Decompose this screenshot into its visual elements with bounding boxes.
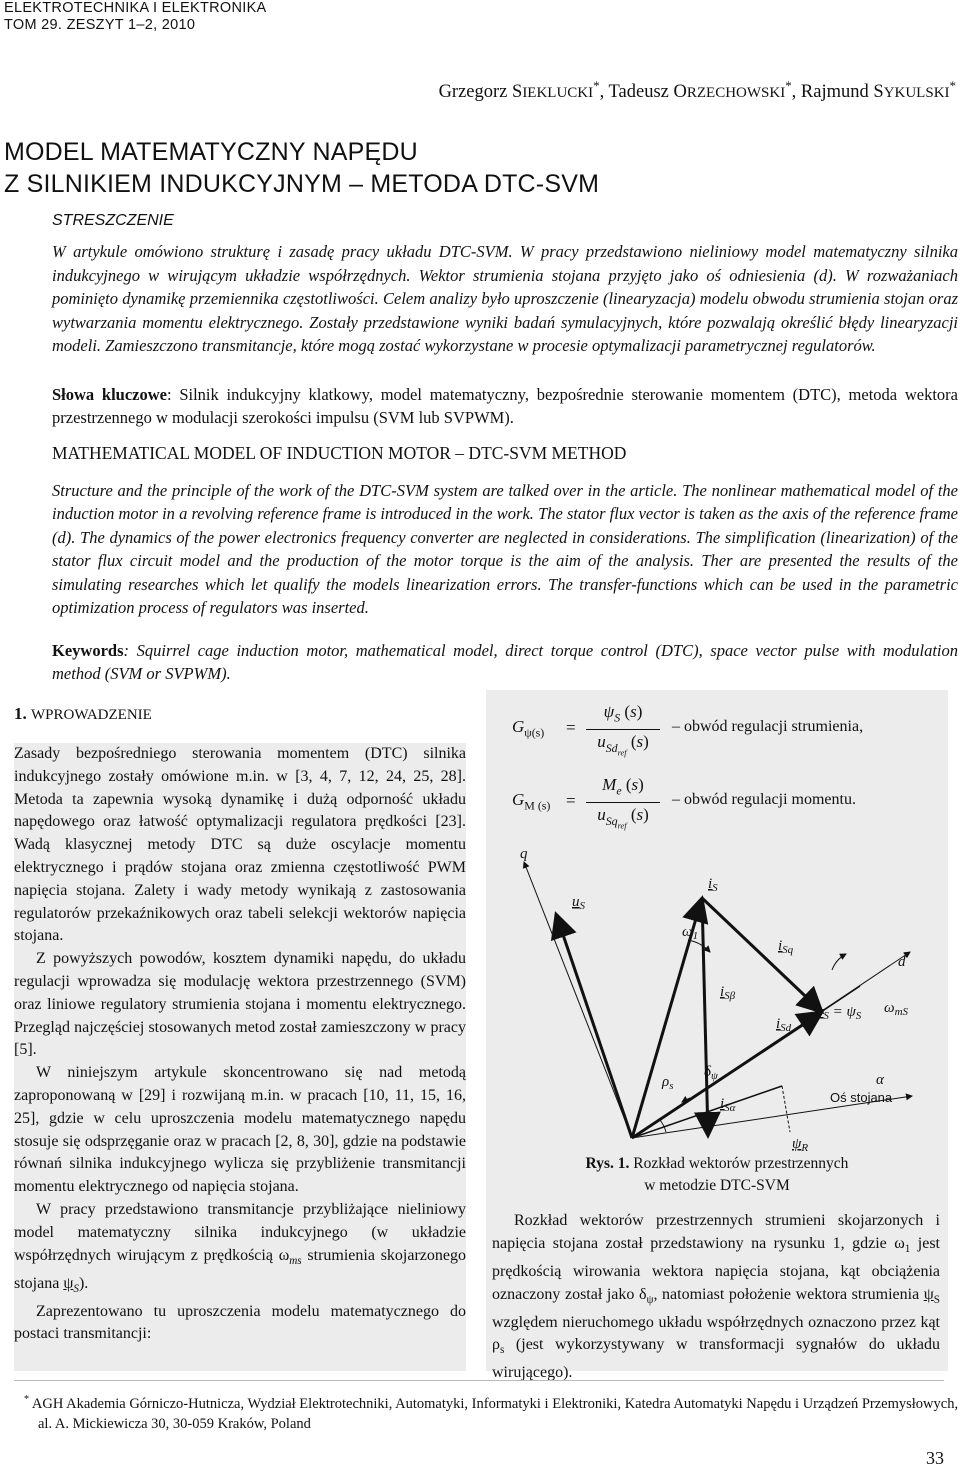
label-q: q	[520, 846, 528, 862]
formula-torque: $G_{M (s)}$ = $M_e$ (s) $u_{Sq_{ref}}$ (s) – obwód regulacji momentu.	[508, 773, 948, 841]
author-1: Grzegorz SIEKLUCKI*	[438, 78, 600, 103]
intro-paragraph-4: W pracy przedstawiono transmitancje przybliżające nieliniowy model matematyczny silnika indukcyjnego (w układzie współrzędnych wirującym z prędkością $\omega_{ms}$ strumienia skojarzonego stojana $\psi_S$).	[14, 1200, 466, 1295]
section-heading: 1. WPROWADZENIE	[14, 704, 152, 723]
label-is: $i_S$	[708, 876, 718, 894]
label-us: $u_S$	[572, 894, 585, 912]
right-paragraph: Rozkład wektorów przestrzennych strumieni skojarzonych i napięcia stojana został przedstawiony na rysunku 1, gdzie $\omega_1$ jest prędkością wirowania wektora napięcia stojana, kąt obciążenia oznaczony został jako $\delta_\psi$, natomiast położenie wektora strumienia $\psi_S$ względem nieruchomego układu współrzędnych oznaczono przez kąt $\rho_s$ (jest wykorzystywany w transformacji sygnałów do układu wirującego).	[492, 1212, 941, 1382]
label-alpha: α	[876, 1072, 884, 1088]
paper-title	[4, 136, 599, 200]
formula-flux: $G_{\psi(s)}$ = $\psi_S$ (s) $u_{Sd_{ref}}$ (s) – obwód regulacji strumienia,	[508, 700, 948, 768]
isb-vector	[702, 898, 708, 1136]
abstract-en-text: Structure and the principle of the work of the DTC-SVM system are talked over in the article. The nonlinear mathematical model of the induction motor in a revolving reference frame is introduced in the work. The stator flux vector is taken as the axis of the reference frame (d). The dynamics of the power electronics frequency converter are neglected in considerations. The simplification (linearization) of the stator flux circuit model and the production of the motor torque is the aim of the analysis. Ther are presented the results of the simulating researches which let qualify the models linearization errors. The transfer-functions which can be used in the parametric optimization process of regulators was inserted.	[52, 481, 958, 618]
label-delta: $\delta_\psi$	[704, 1064, 718, 1082]
label-isa: $i_{S\alpha}$	[720, 1096, 736, 1114]
journal-name: ELEKTROTECHNIKA I ELEKTRONIKA	[4, 0, 267, 16]
label-stator-axis: Oś stojana	[830, 1090, 893, 1105]
label-d: d	[898, 954, 906, 970]
label-isd: $i_{Sd}$	[776, 1016, 792, 1034]
abstract-pl-text: W artykule omówiono strukturę i zasadę pracy układu DTC-SVM. W pracy przedstawiono nieliniowy model matematyczny silnika indukcyjnego w wirującym układzie współrzędnych. Wektor strumienia stojana przyjęto jako oś odniesienia (d). W rozważaniach pominięto dynamikę przemiennika częstotliwości. Celem analizy było uproszczenie (linearyzacja) modelu obwodu strumienia stojan oraz wytwarzania momentu elektrycznego. Zostały przedstawione wyniki badań symulacyjnych, które pozwalają określić błędy linearyzacji modeli. Zamieszczono transmitancje, które mogą zostać wykorzystane w procesie optymalizacji parametrycznej regulatorów.	[52, 242, 958, 356]
label-psis: $\psi_S = \psi_S$	[814, 1004, 862, 1022]
label-omegams: $\omega_{mS}$	[884, 1000, 909, 1018]
footnote-rule	[14, 1380, 944, 1381]
vector-diagram	[492, 840, 942, 1158]
label-psir: $\psi_R$	[792, 1136, 809, 1154]
author-2: Tadeusz ORZECHOWSKI*	[608, 78, 792, 103]
authors-line: Grzegorz SIEKLUCKI*, Tadeusz ORZECHOWSKI*, Rajmund SYKULSKI*	[438, 78, 956, 103]
intro-paragraph-1: Zasady bezpośredniego sterowania momentem (DTC) silnika indukcyjnego zostały omówione m.in. w [3, 4, 7, 12, 24, 25, 28]. Metoda ta zapewnia wysoką dynamikę i dużą odporność układu napędowego oraz łatwość optymalizacji regulatora prędkości [23]. Wadą klasycznej metody DTC są duże oscylacje momentu elektrycznego i prądów stojana oraz zmienna częstotliwość PWM napięcia stojana. Zalety i wady metody wynikają z zastosowania regulatorów przekaźnikowych oraz tabeli selekcji wektorów napięcia stojana.	[14, 745, 466, 945]
omega-arc	[688, 940, 710, 952]
label-isq: $i_{Sq}$	[778, 938, 794, 956]
us-vector	[556, 914, 632, 1138]
psis-vector	[632, 986, 860, 1138]
label-omega1: $\omega_1$	[682, 924, 699, 942]
intro-paragraph-2: Z powyższych powodów, kosztem dynamiki napędu, do układu regulacji wprowadza się modulację wektora przestrzennego (SVM) oraz liniowe regulatory strumienia stojana i momentu elektrycznego. Przegląd najczęściej stosowanych metod został zamieszczony w pracy [5].	[14, 950, 466, 1059]
label-rho: $\rho_s$	[662, 1074, 674, 1092]
left-column	[14, 743, 466, 1371]
journal-volume: TOM 29. ZESZYT 1–2, 2010	[4, 17, 196, 33]
omegams-arc	[832, 954, 846, 970]
footnote: * AGH Akademia Górniczo-Hutnicza, Wydział Elektrotechniki, Automatyki, Informatyki i Elektroniki, Katedra Automatyki Napędu i Urządzeń Przemysłowych, al. A. Mickiewicza 30, 30-059 Kraków, Poland	[24, 1394, 959, 1432]
title-line-2: Z SILNIKIEM INDUKCYJNYM – METODA DTC-SVM	[4, 170, 600, 198]
keywords-pl: Słowa kluczowe: Silnik indukcyjny klatkowy, model matematyczny, bezpośrednie sterowanie momentem (DTC), metoda wektora przestrzennego w modulacji szerokości impulsu (SVM lub SVPWM).	[52, 385, 958, 428]
page-number: 33	[926, 1448, 944, 1468]
keywords-en: Keywords: Squirrel cage induction motor, mathematical model, direct torque control (DTC), space vector pulse with modulation method (SVM or SVPWM).	[52, 641, 958, 684]
abstract-en-title: MATHEMATICAL MODEL OF INDUCTION MOTOR – DTC-SVM METHOD	[52, 443, 627, 463]
abstract-pl-heading: STRESZCZENIE	[52, 212, 174, 229]
figure-caption: Rys. 1. Rozkład wektorów przestrzennych w metodzie DTC-SVM	[585, 1155, 849, 1194]
intro-paragraph-5: Zaprezentowano tu uproszczenia modelu matematycznego do postaci transmitancji:	[14, 1302, 466, 1343]
title-line-1: MODEL MATEMATYCZNY NAPĘDU	[4, 138, 418, 166]
intro-paragraph-3: W niniejszym artykule skoncentrowano się nad metodą zaproponowaną w [29] i rozwijaną m.in. w pracach [10, 11, 15, 16, 25], gdzie w celu uproszczenia modelu matematycznego napędu stosuje się odsprzęganie oraz w pracach [2, 8, 30], gdzie na podstawie równań silnika indukcyjnego wylicza się przybliżenie transmitancji momentu elektrycznego od napięcia stojana.	[14, 1064, 466, 1196]
label-isb: $i_{S\beta}$	[720, 984, 736, 1002]
author-3: Rajmund SYKULSKI*	[800, 78, 956, 103]
